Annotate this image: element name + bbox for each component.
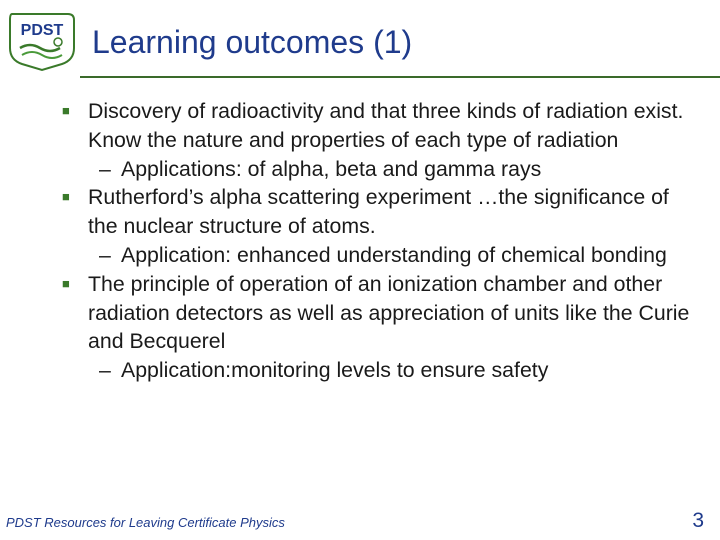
outcome-text: Rutherford’s alpha scattering experiment …the significance of the nuclear structure of atoms. [88,185,669,239]
square-bullet-icon: ■ [62,189,70,205]
outcomes-list [62,97,692,385]
list-item [62,270,692,356]
dash-bullet-icon: – [99,358,111,383]
square-bullet-icon: ■ [62,275,70,291]
application-text: Application:monitoring levels to ensure safety [121,358,549,383]
page-number: 3 [692,509,704,532]
logo-text: PDST [20,22,64,39]
list-subitem [99,356,692,385]
application-text: Applications: of alpha, beta and gamma rays [121,156,542,181]
list-subitem [99,155,692,184]
outcome-text: Discovery of radioactivity and that three kinds of radiation exist. Know the nature and properties of each type of radiation [88,99,684,152]
list-subitem [99,241,692,270]
list-item [62,183,692,241]
footer-text: PDST Resources for Leaving Certificate Physics [6,515,285,530]
title-bar [80,6,720,76]
list-item [62,97,692,155]
dash-bullet-icon: – [99,156,111,181]
application-text: Application: enhanced understanding of chemical bonding [121,242,667,267]
outcome-text: The principle of operation of an ionization chamber and other radiation detectors as well as appreciation of units like the Curie and Becquerel [88,271,690,354]
pdst-logo [6,8,78,74]
square-bullet-icon: ■ [62,103,70,118]
dash-bullet-icon: – [99,242,111,267]
title-divider [80,76,720,78]
slide-title: Learning outcomes (1) [92,24,413,60]
